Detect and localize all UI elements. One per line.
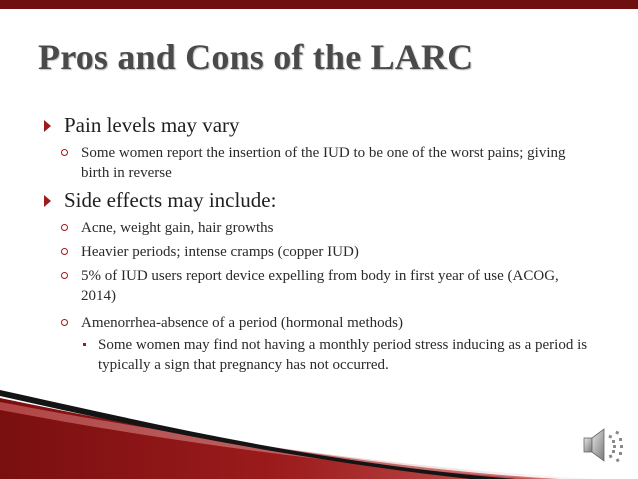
sub-bullet-text: Amenorrhea-absence of a period (hormonal methods) <box>81 315 403 331</box>
speaker-icon[interactable] <box>582 425 628 470</box>
slide-title: Pros and Cons of the LARC <box>38 37 474 77</box>
arrow-bullet-icon <box>44 120 51 132</box>
sub-bullet-text: 5% of IUD users report device expelling from body in first year of use (ACOG, 2014) <box>81 268 559 304</box>
bullet-text: Side effects may include: <box>64 188 277 212</box>
square-bullet-icon <box>83 343 86 346</box>
arrow-bullet-icon <box>44 195 51 207</box>
sub-bullet-text: Some women report the insertion of the IUD to be one of the worst pains; giving birth in reverse <box>81 145 566 181</box>
circle-bullet-icon <box>61 149 68 156</box>
top-accent-bar <box>0 0 638 9</box>
circle-bullet-icon <box>61 248 68 255</box>
bullet-text: Pain levels may vary <box>64 113 240 137</box>
circle-bullet-icon <box>61 272 68 279</box>
sub-bullet-text: Heavier periods; intense cramps (copper IUD) <box>81 244 359 260</box>
sub-sub-bullet-text: Some women may find not having a monthly period stress inducing as a period is typically a sign that pregnancy has not occurred. <box>98 337 588 373</box>
circle-bullet-icon <box>61 319 68 326</box>
decorative-swoosh <box>0 380 638 479</box>
circle-bullet-icon <box>61 224 68 231</box>
sub-bullet-text: Acne, weight gain, hair growths <box>81 220 274 236</box>
